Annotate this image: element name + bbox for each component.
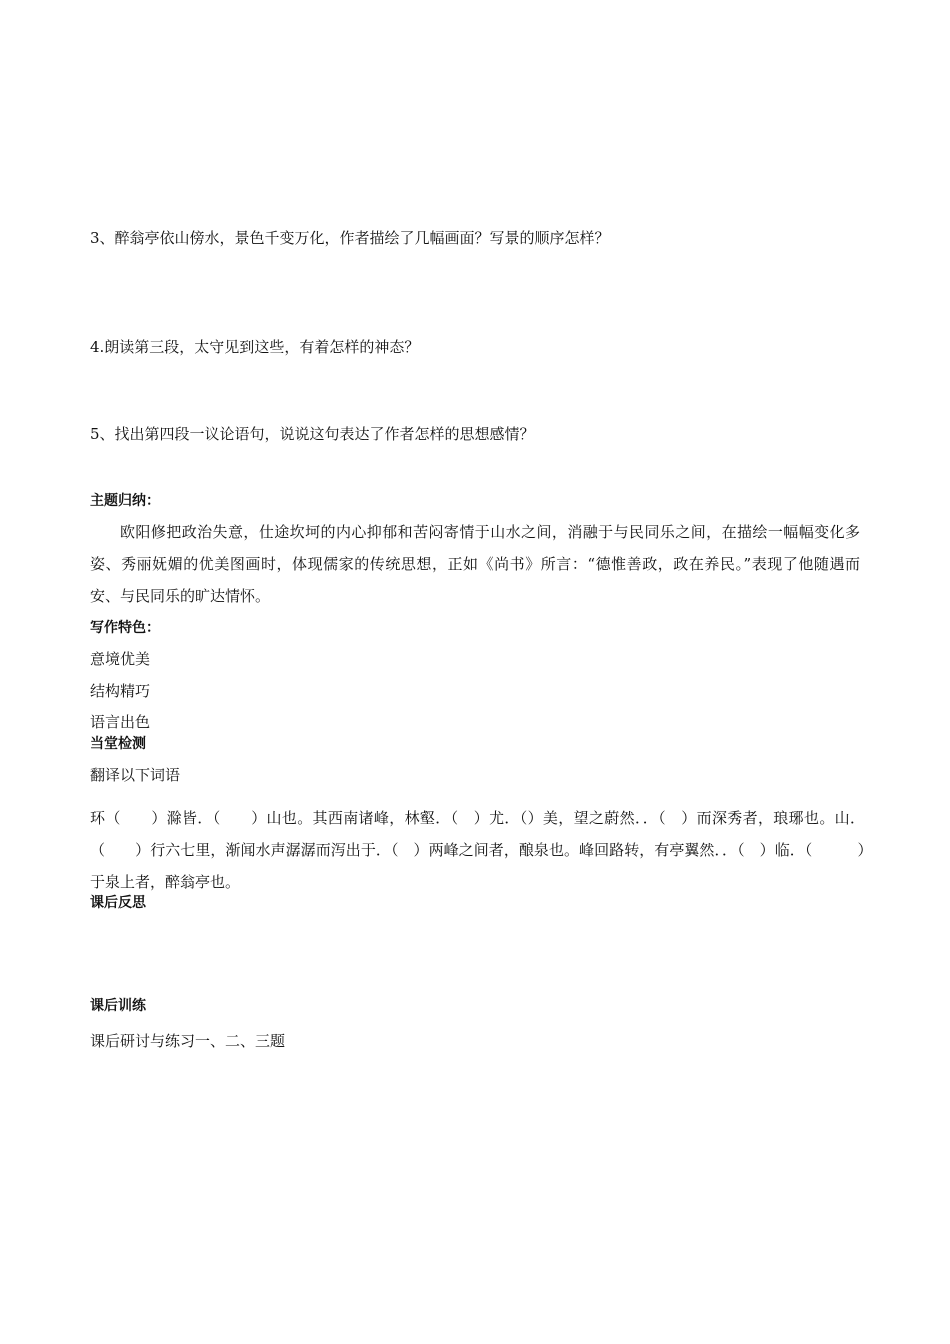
- question-3: 3、醉翁亭依山傍水，景色千变万化，作者描绘了几幅画面？写景的顺序怎样？: [90, 229, 610, 247]
- writing-item-1: 意境优美: [90, 650, 151, 668]
- check-instruction: 翻译以下词语: [90, 766, 181, 784]
- theme-heading: 主题归纳：: [90, 493, 160, 509]
- reflection-heading: 课后反思: [90, 895, 146, 911]
- question-5: 5、找出第四段一议论语句，说说这句表达了作者怎样的思想感情？: [90, 425, 535, 443]
- training-heading: 课后训练: [90, 998, 146, 1014]
- writing-heading: 写作特色：: [90, 620, 160, 636]
- check-heading: 当堂检测: [90, 736, 146, 752]
- writing-item-3: 语言出色: [90, 713, 151, 731]
- training-body: 课后研讨与练习一、二、三题: [90, 1032, 286, 1050]
- theme-body: 欧阳修把政治失意，仕途坎坷的内心抑郁和苦闷寄情于山水之间，消融于与民同乐之间，在描绘一幅幅变化多姿、秀丽妩媚的优美图画时，体现儒家的传统思想，正如《尚书》所言：“德惟善政，政在养民。”表现了他随遇而安、与民同乐的旷达情怀。: [90, 523, 860, 605]
- question-4: 4.朗读第三段，太守见到这些，有着怎样的神态？: [90, 338, 420, 356]
- check-passage: 环（ ）滁皆．（ ）山也。其西南诸峰，林壑．（ ）尤．（）美，望之蔚然．．（ ）而深秀者，琅琊也。山．（ ）行六七里，渐闻水声潺潺而泻出于．（ ）两峰之间者，酿泉也。峰回路转，有亭翼然．．（ ）临．（ ）于泉上者，醉翁亭也。: [90, 809, 865, 891]
- writing-item-2: 结构精巧: [90, 682, 151, 700]
